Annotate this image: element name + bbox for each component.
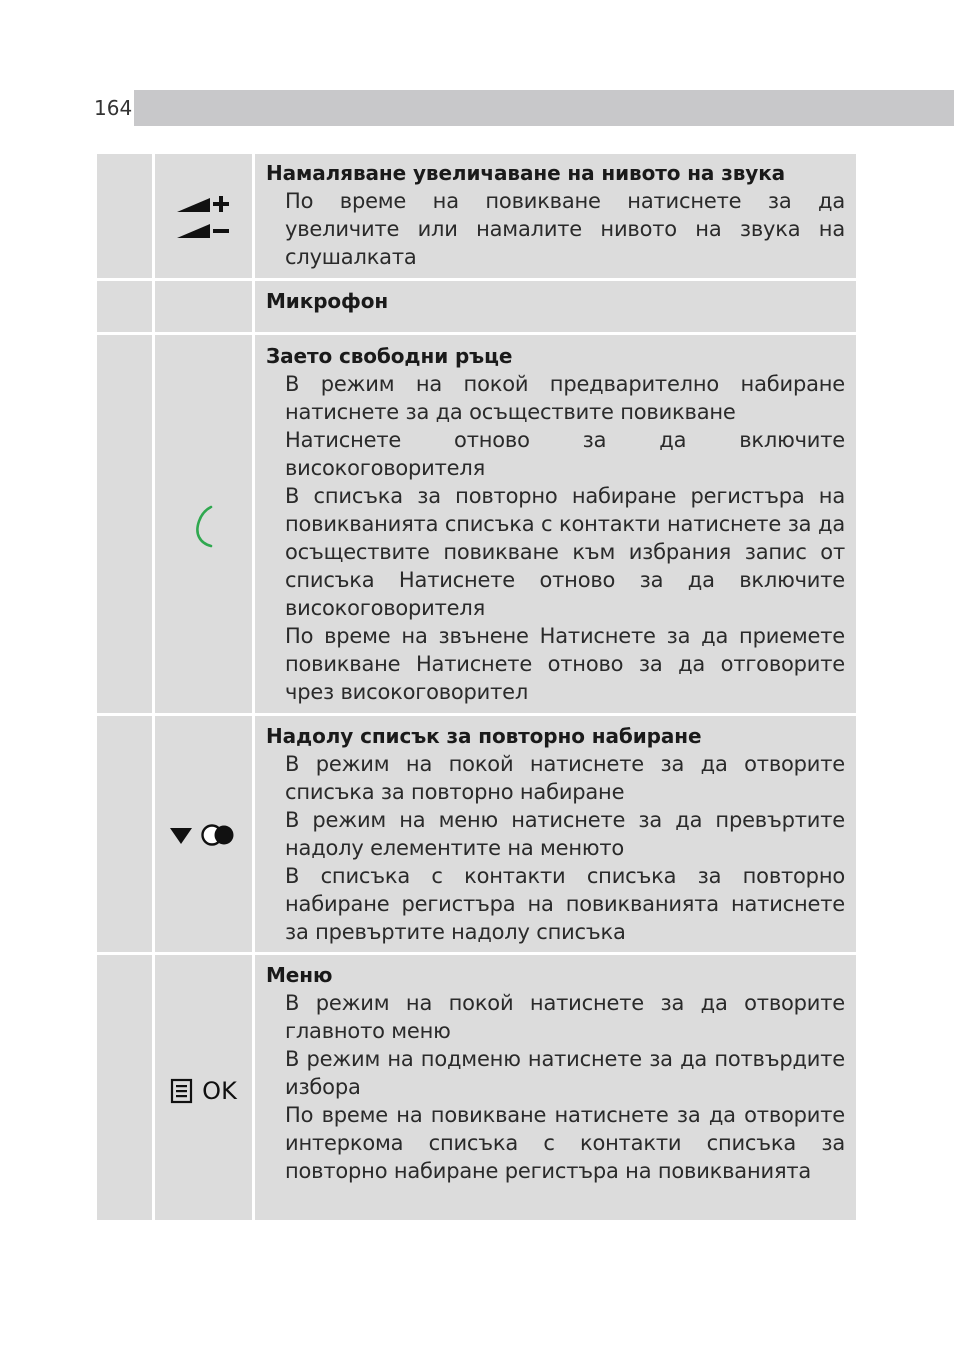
volume-up-down-icon xyxy=(174,192,234,242)
row-paragraph: В режим на меню натиснете за да превъртите надолу елементите на менюто xyxy=(285,808,845,860)
down-redial-icon xyxy=(168,821,240,849)
table-row xyxy=(97,335,856,713)
menu-ok-key xyxy=(155,1075,252,1107)
ok-label: OK xyxy=(202,1077,237,1105)
description-cell xyxy=(255,955,856,1220)
table-row xyxy=(97,281,856,332)
row-title: Меню xyxy=(266,963,333,987)
table-row xyxy=(97,716,856,952)
key-function-table xyxy=(97,154,856,1223)
description-cell xyxy=(255,716,856,952)
page-number: 164 xyxy=(94,90,134,126)
row-paragraph: По време на повикване натиснете за да увеличите или намалите нивото на звука на слушалката xyxy=(285,189,845,269)
row-paragraph: В режим на подменю натиснете за да потвърдите избора xyxy=(285,1047,845,1099)
description-cell xyxy=(255,281,856,332)
header-bar xyxy=(94,90,954,126)
blank-cell xyxy=(97,955,152,1220)
description-cell xyxy=(255,154,856,278)
icon-cell xyxy=(155,281,252,332)
blank-cell xyxy=(97,335,152,713)
blank-cell xyxy=(97,154,152,278)
icon-cell xyxy=(155,335,252,713)
icon-cell xyxy=(155,716,252,952)
icon-cell xyxy=(155,154,252,278)
row-paragraph: В режим на покой натиснете за да отворите списъка за повторно набиране xyxy=(285,752,845,804)
row-paragraph: В списъка с контакти списъка за повторно набиране регистъра на повикванията натиснете за превъртите надолу списъка xyxy=(285,864,845,944)
row-paragraph: В списъка за повторно набиране регистъра на повикванията списъка с контакти натиснете за да осъществите повикване към избрания запис от списъка Натиснете отново за да включите високоговорителя xyxy=(285,484,845,620)
row-title: Надолу списък за повторно набиране xyxy=(266,724,702,748)
row-title: Микрофон xyxy=(266,289,389,313)
blank-cell xyxy=(97,281,152,332)
menu-list-icon xyxy=(170,1078,194,1104)
row-paragraph: Натиснете отново за да включите високоговорителя xyxy=(285,428,845,480)
table-row xyxy=(97,154,856,278)
row-paragraph: По време на повикване натиснете за да отворите интеркома списъка с контакти списъка за повторно набиране регистъра на повикванията xyxy=(285,1103,845,1183)
table-row xyxy=(97,955,856,1220)
blank-cell xyxy=(97,716,152,952)
row-paragraph: В режим на покой предварително набиране натиснете за да осъществите повикване xyxy=(285,372,845,424)
row-paragraph: В режим на покой натиснете за да отворите главното меню xyxy=(285,991,845,1043)
talk-handset-icon xyxy=(189,503,219,549)
row-title: Заето свободни ръце xyxy=(266,344,513,368)
description-cell xyxy=(255,335,856,713)
row-title: Намаляване увеличаване на нивото на звука xyxy=(266,161,786,185)
icon-cell xyxy=(155,955,252,1220)
row-paragraph: По време на звънене Натиснете за да приемете повикване Натиснете отново за да отговорите чрез високоговорител xyxy=(285,624,845,704)
